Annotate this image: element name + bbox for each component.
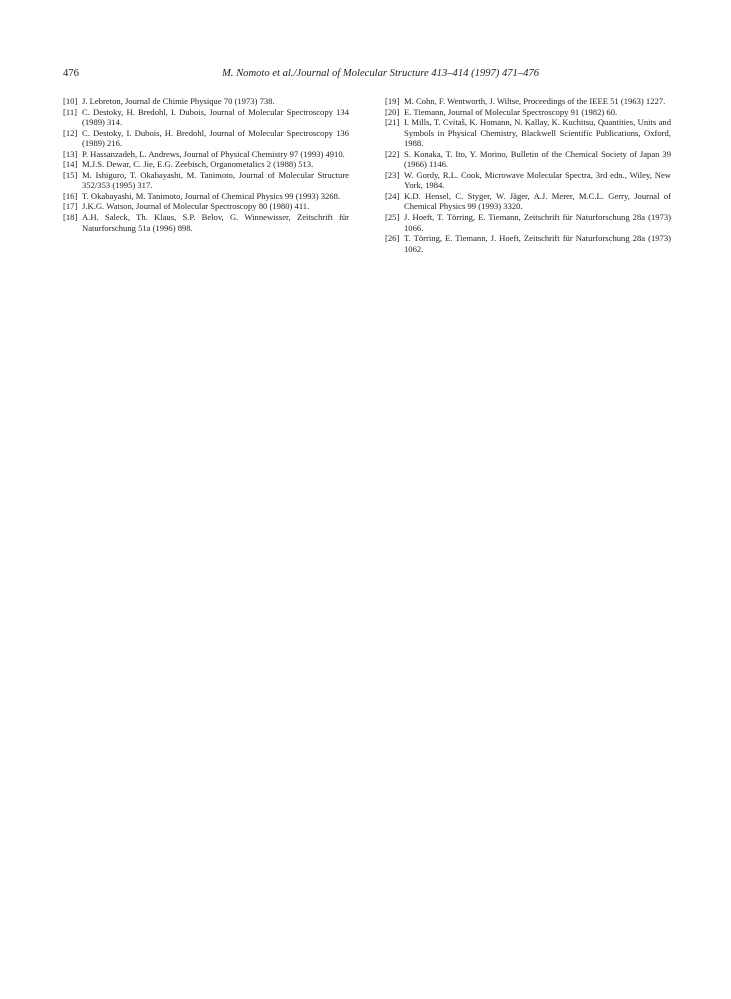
reference-number: [18] bbox=[63, 212, 78, 223]
reference-text: C. Destoky, I. Dubois, H. Bredohl, Journal of Molecular Spectroscopy 136 (1989) 216. bbox=[82, 127, 349, 149]
reference-item bbox=[63, 96, 349, 107]
page-header bbox=[0, 68, 731, 82]
reference-item bbox=[63, 201, 349, 212]
reference-number: [12] bbox=[63, 127, 78, 138]
reference-text: M. Cohn, F. Wentworth, J. Wiltse, Proceedings of the IEEE 51 (1963) 1227. bbox=[404, 96, 666, 106]
reference-item bbox=[63, 107, 349, 128]
reference-text: S. Konaka, T. Ito, Y. Morino, Bulletin of the Chemical Society of Japan 39 (1966) 1146. bbox=[404, 148, 671, 170]
reference-item bbox=[385, 96, 671, 107]
reference-text: A.H. Saleck, Th. Klaus, S.P. Belov, G. Winnewisser, Zeitschrift für Naturforschung 51a (1996) 898. bbox=[82, 212, 349, 233]
reference-number: [13] bbox=[63, 148, 78, 159]
reference-number: [19] bbox=[385, 96, 400, 106]
reference-number: [24] bbox=[385, 190, 400, 201]
reference-text: J. Hoeft, T. Törring, E. Tiemann, Zeitschrift für Naturforschung 28a (1973) 1066. bbox=[404, 212, 671, 233]
reference-number: [22] bbox=[385, 148, 400, 159]
reference-text: C. Destoky, H. Bredohl, I. Dubois, Journal of Molecular Spectroscopy 134 (1989) 314. bbox=[82, 106, 349, 128]
reference-number: [21] bbox=[385, 117, 400, 128]
reference-text: M.J.S. Dewar, C. Jie, E.G. Zeebisch, Organometalics 2 (1988) 513. bbox=[82, 159, 314, 170]
reference-text: I. Mills, T. Cvitaš, K. Homann, N. Kallay, K. Kuchitsu, Quantities, Units and Symbols in Physical Chemistry, Blackwell Scientific Publications, Oxford, 1988. bbox=[404, 117, 671, 149]
reference-text: J.K.G. Watson, Journal of Molecular Spectroscopy 80 (1980) 411. bbox=[82, 201, 310, 212]
reference-text: J. Lebreton, Journal de Chimie Physique 70 (1973) 738. bbox=[82, 96, 275, 106]
reference-number: [10] bbox=[63, 96, 78, 106]
reference-item bbox=[385, 212, 671, 233]
reference-item bbox=[385, 149, 671, 170]
reference-item bbox=[385, 117, 671, 149]
reference-number: [17] bbox=[63, 201, 78, 212]
reference-text: E. Tiemann, Journal of Molecular Spectroscopy 91 (1982) 60. bbox=[404, 106, 618, 117]
reference-item bbox=[63, 212, 349, 233]
reference-number: [15] bbox=[63, 169, 78, 180]
reference-item bbox=[385, 191, 671, 212]
references-column-left bbox=[63, 96, 349, 233]
reference-item bbox=[63, 128, 349, 149]
reference-item bbox=[385, 233, 671, 254]
reference-number: [11] bbox=[63, 106, 77, 117]
reference-text: P. Hassanzadeh, L. Andrews, Journal of Physical Chemistry 97 (1993) 4910. bbox=[82, 148, 345, 159]
reference-number: [14] bbox=[63, 159, 78, 170]
reference-number: [16] bbox=[63, 190, 78, 201]
running-head: M. Nomoto et al./Journal of Molecular Structure 413–414 (1997) 471–476 bbox=[221, 68, 540, 79]
reference-item bbox=[63, 170, 349, 191]
reference-item bbox=[63, 191, 349, 202]
reference-number: [20] bbox=[385, 106, 400, 117]
reference-number: [25] bbox=[385, 212, 400, 223]
reference-number: [26] bbox=[385, 233, 400, 244]
reference-text: T. Törring, E. Tiemann, J. Hoeft, Zeitschrift für Naturforschung 28a (1973) 1062. bbox=[404, 233, 671, 254]
reference-item bbox=[385, 170, 671, 191]
page-number: 476 bbox=[63, 68, 79, 79]
reference-item bbox=[385, 107, 671, 118]
references-column-right bbox=[385, 96, 671, 254]
reference-item bbox=[63, 159, 349, 170]
reference-text: T. Okabayashi, M. Tanimoto, Journal of Chemical Physics 99 (1993) 3268. bbox=[82, 190, 341, 201]
reference-item bbox=[63, 149, 349, 160]
reference-number: [23] bbox=[385, 169, 400, 180]
reference-text: K.D. Hensel, C. Styger, W. Jäger, A.J. Merer, M.C.L. Gerry, Journal of Chemical Physics 99 (1993) 3320. bbox=[404, 190, 671, 212]
reference-text: W. Gordy, R.L. Cook, Microwave Molecular Spectra, 3rd edn., Wiley, New York, 1984. bbox=[404, 169, 671, 191]
reference-text: M. Ishiguro, T. Okabayashi, M. Tanimoto, Journal of Molecular Structure 352/353 (1995) 317. bbox=[82, 169, 349, 191]
